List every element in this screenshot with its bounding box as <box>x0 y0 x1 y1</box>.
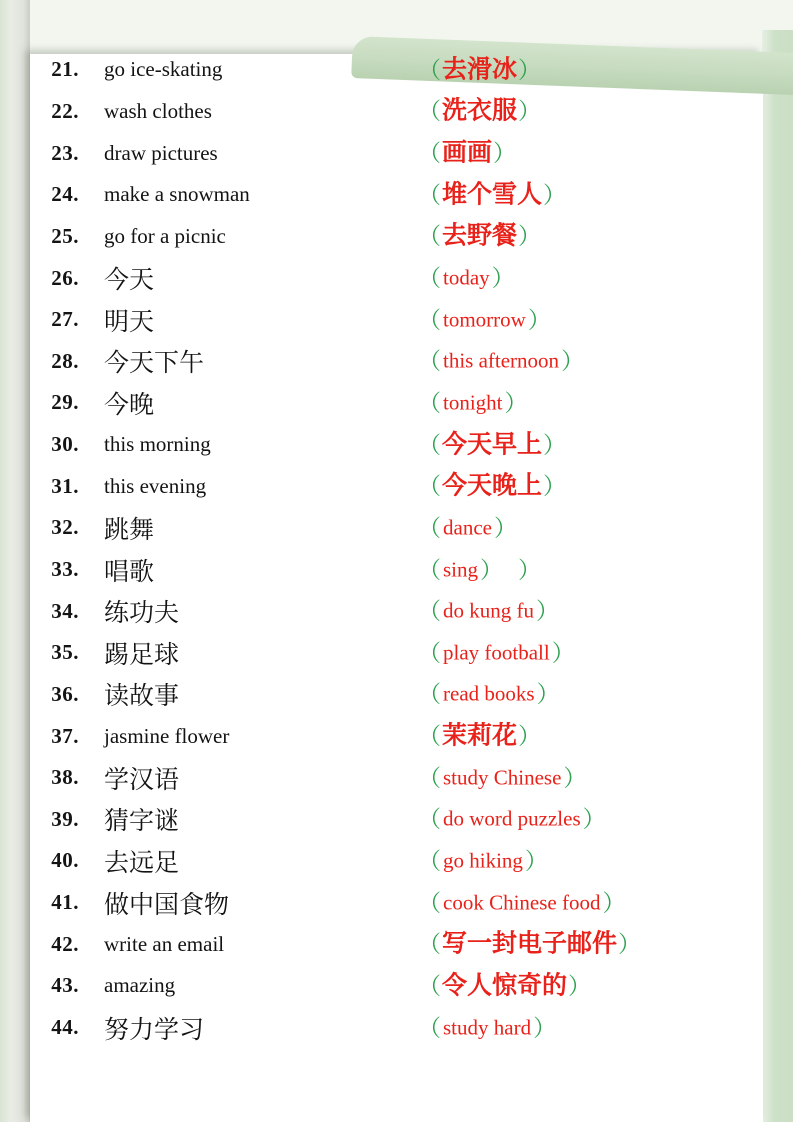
item-answer <box>418 391 528 414</box>
item-number: 32. <box>51 515 79 540</box>
list-item <box>30 91 763 133</box>
item-answer <box>418 929 642 958</box>
close-paren: ） <box>543 431 567 458</box>
item-term: 今天 <box>104 266 155 295</box>
list-item <box>30 799 763 841</box>
close-paren: ） <box>536 597 559 624</box>
close-paren: ） <box>533 1014 557 1041</box>
open-paren: （ <box>418 1014 441 1041</box>
list-item <box>30 840 763 882</box>
answer-text: tonight <box>443 390 503 415</box>
open-paren: （ <box>418 972 441 999</box>
close-paren: ） <box>491 264 515 291</box>
close-paren: ） <box>602 889 626 916</box>
item-answer <box>418 766 586 789</box>
item-answer <box>418 1016 556 1039</box>
item-answer <box>418 516 517 539</box>
item-number: 36. <box>51 681 79 706</box>
open-paren: （ <box>418 139 441 166</box>
open-paren: （ <box>418 639 441 666</box>
item-number: 34. <box>51 598 79 623</box>
list-item <box>30 424 763 466</box>
answer-text: 令人惊奇的 <box>442 971 568 1000</box>
answer-text: 今天早上 <box>442 430 543 459</box>
answer-text: cook Chinese food <box>443 890 601 915</box>
item-term: 跳舞 <box>104 515 155 544</box>
close-paren: ） <box>518 97 542 124</box>
list-item <box>30 340 763 382</box>
item-term: this evening <box>104 473 207 498</box>
list-item <box>30 1007 763 1049</box>
answer-text: today <box>443 265 490 290</box>
item-answer <box>418 308 551 331</box>
open-paren: （ <box>418 805 441 832</box>
item-number: 37. <box>51 723 79 748</box>
close-paren: ） <box>518 222 542 249</box>
list-item <box>30 299 763 341</box>
item-answer <box>418 805 606 832</box>
list-item <box>30 590 763 632</box>
close-paren: ） <box>527 306 551 333</box>
item-answer <box>418 973 591 998</box>
open-paren: （ <box>418 722 441 749</box>
close-paren: ） <box>524 847 548 874</box>
item-term: 学汉语 <box>104 765 180 794</box>
item-answer <box>418 264 515 291</box>
answer-text: dance <box>443 515 492 540</box>
item-answer <box>418 221 542 250</box>
open-paren: （ <box>418 222 441 249</box>
list-item <box>30 174 763 216</box>
item-number: 31. <box>51 473 79 498</box>
answer-text: go hiking <box>443 848 523 873</box>
open-paren: （ <box>418 56 441 83</box>
item-number: 26. <box>51 265 79 290</box>
answer-text: study Chinese <box>443 765 562 790</box>
open-paren: （ <box>418 181 441 208</box>
item-term: 努力学习 <box>104 1015 205 1044</box>
answer-text: 洗衣服 <box>442 96 518 125</box>
open-paren: （ <box>418 306 441 333</box>
answer-text: this afternoon <box>443 348 560 373</box>
item-answer <box>418 182 566 207</box>
item-answer <box>418 347 585 374</box>
extra-close-paren: ） <box>518 556 542 582</box>
open-paren: （ <box>418 431 441 458</box>
answer-text: 今天晚上 <box>442 471 543 500</box>
list-item <box>30 507 763 549</box>
item-answer <box>418 597 559 624</box>
answer-text: 去滑冰 <box>442 55 518 84</box>
list-item <box>30 549 763 591</box>
close-paren: ） <box>551 639 575 666</box>
answer-text: do kung fu <box>443 598 534 623</box>
close-paren: ） <box>618 930 642 957</box>
open-paren: （ <box>418 347 441 374</box>
item-number: 28. <box>51 348 79 373</box>
close-paren: ） <box>518 722 542 749</box>
item-number: 40. <box>51 848 79 873</box>
close-paren: ） <box>518 56 542 83</box>
item-number: 33. <box>51 557 79 581</box>
answer-text: 去野餐 <box>442 221 518 250</box>
item-term: 明天 <box>104 307 155 336</box>
open-paren: （ <box>418 930 441 957</box>
item-term: 踢足球 <box>104 640 180 669</box>
item-term: draw pictures <box>104 140 218 165</box>
item-number: 29. <box>51 390 79 415</box>
list-item <box>30 382 763 424</box>
close-paren: ） <box>536 680 560 707</box>
list-item <box>30 923 763 965</box>
close-paren: ） <box>504 389 528 416</box>
open-paren: （ <box>418 556 441 582</box>
item-term: 今天下午 <box>104 349 205 378</box>
item-answer <box>418 680 560 707</box>
close-paren: ） <box>480 556 504 582</box>
item-number: 35. <box>51 640 79 665</box>
item-answer <box>418 721 542 750</box>
item-term: wash clothes <box>104 98 212 123</box>
item-term: this morning <box>104 432 211 457</box>
open-paren: （ <box>418 97 441 124</box>
close-paren: ） <box>543 472 567 499</box>
item-number: 21. <box>51 57 79 82</box>
item-term: 做中国食物 <box>104 890 230 919</box>
item-number: 25. <box>51 223 79 248</box>
open-paren: （ <box>418 597 441 624</box>
item-term: 今晚 <box>104 390 155 419</box>
item-answer <box>418 849 548 872</box>
item-term: 猜字谜 <box>104 807 180 836</box>
item-number: 30. <box>51 432 79 457</box>
item-answer <box>418 558 541 581</box>
item-term: 唱歌 <box>104 557 155 586</box>
close-paren: ） <box>493 514 517 541</box>
item-answer <box>418 138 517 167</box>
open-paren: （ <box>418 764 441 791</box>
list-item <box>30 674 763 716</box>
list-item <box>30 132 763 174</box>
answer-text: study hard <box>443 1015 532 1040</box>
open-paren: （ <box>418 514 441 541</box>
item-number: 44. <box>51 1015 79 1040</box>
close-paren: ） <box>563 764 587 791</box>
item-answer <box>418 96 542 125</box>
answer-text: 画画 <box>442 138 493 167</box>
close-paren: ） <box>543 181 567 208</box>
open-paren: （ <box>418 389 441 416</box>
item-term: write an email <box>104 931 225 956</box>
item-answer <box>418 432 566 457</box>
answer-text: 茉莉花 <box>442 721 518 750</box>
open-paren: （ <box>418 889 441 916</box>
item-number: 38. <box>51 765 79 790</box>
item-number: 42. <box>51 931 79 956</box>
list-item <box>30 882 763 924</box>
item-term: go ice-skating <box>104 57 223 82</box>
item-term: make a snowman <box>104 182 250 207</box>
open-paren: （ <box>418 847 441 874</box>
list-item <box>30 632 763 674</box>
list-item <box>30 757 763 799</box>
close-paren: ） <box>561 347 585 374</box>
item-answer <box>418 57 541 82</box>
answer-text: play football <box>443 640 550 665</box>
item-term: 去远足 <box>104 848 180 877</box>
answer-text: 写一封电子邮件 <box>442 929 618 958</box>
list-item <box>30 465 763 507</box>
item-answer <box>418 891 625 914</box>
item-number: 39. <box>51 806 79 831</box>
item-number: 24. <box>51 182 79 207</box>
answer-text: 堆个雪人 <box>442 180 543 209</box>
vocabulary-list <box>30 49 763 1048</box>
item-number: 41. <box>51 890 79 915</box>
open-paren: （ <box>418 472 441 499</box>
list-item <box>30 715 763 757</box>
open-paren: （ <box>418 680 441 707</box>
list-item <box>30 216 763 258</box>
answer-text: read books <box>443 681 535 706</box>
background-right-margin <box>762 30 793 1122</box>
item-answer <box>418 471 567 500</box>
close-paren: ） <box>493 139 517 166</box>
list-item <box>30 965 763 1007</box>
item-term: jasmine flower <box>104 723 230 748</box>
item-number: 27. <box>51 307 79 332</box>
background-left-margin <box>0 0 30 1122</box>
close-paren: ） <box>568 972 592 999</box>
list-item <box>30 49 763 91</box>
item-answer <box>418 641 575 664</box>
answer-text: sing <box>443 557 479 581</box>
item-number: 43. <box>51 973 79 998</box>
answer-text: do word puzzles <box>443 806 581 831</box>
list-item <box>30 257 763 299</box>
item-term: amazing <box>104 973 176 998</box>
item-term: 练功夫 <box>104 599 180 628</box>
item-term: 读故事 <box>104 682 180 711</box>
item-number: 23. <box>51 140 79 165</box>
open-paren: （ <box>418 264 441 291</box>
item-number: 22. <box>51 98 79 123</box>
item-term: go for a picnic <box>104 223 226 248</box>
answer-text: tomorrow <box>443 307 526 332</box>
close-paren: ） <box>582 805 606 832</box>
